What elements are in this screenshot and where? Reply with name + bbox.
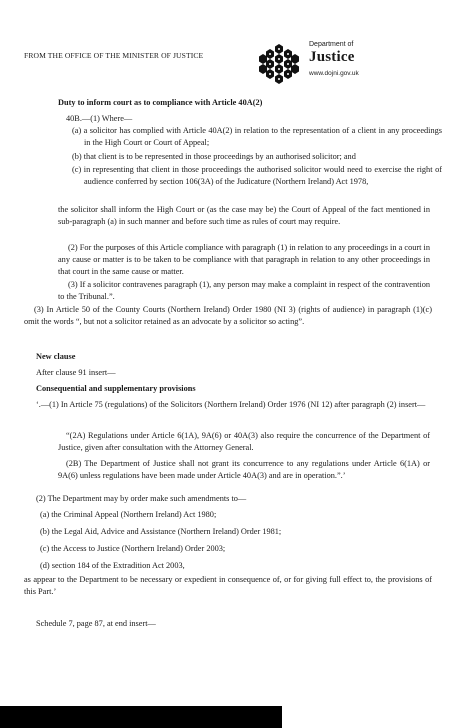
logo-website: www.dojni.gov.uk (309, 70, 359, 77)
paragraph-3-contravention: (3) If a solicitor contravenes paragraph (1), any person may make a complaint in respect of the contravention to the Tribunal.”. (58, 280, 430, 301)
inserted-paragraph-2a: “(2A) Regulations under Article 6(1A), 9A(6) or 40A(3) also require the concurrence of the Department of Justice, given after consultation with the Attorney General. (58, 431, 430, 452)
schedule-instruction: Schedule 7, page 87, at end insert— (36, 619, 156, 628)
logo-justice-label: Justice (309, 49, 355, 65)
paragraph-article-75: ‘.—(1) In Article 75 (regulations) of the Solicitors (Northern Ireland) Order 1976 (NI 12) after paragraph (2) insert— (36, 400, 426, 409)
sub-paragraph-c: (c) in representing that client in those proceedings the authorised solicitor would need to exercise the right of audience conferred by section 106(3A) of the Judicature (Northern Ireland) Act 1978, (72, 165, 442, 186)
office-header: FROM THE OFFICE OF THE MINISTER OF JUSTICE (24, 51, 204, 60)
sub-paragraph-a: (a) a solicitor has complied with Article 40A(2) in relation to the representation of a client in any proceedings in the High Court or Court of Appeal; (72, 126, 442, 147)
paragraph-county-courts: (3) In Article 50 of the County Courts (Northern Ireland) Order 1980 (NI 3) (rights of audience) in paragraph (1)(c) omit the words “, but not a solicitor retained as an advocate by a solicitor so acting”. (24, 305, 432, 326)
section-heading-duty: Duty to inform court as to compliance with Article 40A(2) (58, 98, 263, 107)
after-clause-instruction: After clause 91 insert— (36, 368, 116, 377)
list-item: (a) the Criminal Appeal (Northern Ireland) Act 1980; (40, 510, 217, 519)
inserted-paragraph-2b: (2B) The Department of Justice shall not grant its concurrence to any regulations under Article 6(1A) or 9A(6) unless regulations have been made under Article 40A(3) and are in operation.”.’ (58, 459, 430, 480)
list-item: (d) section 184 of the Extradition Act 2003, (40, 561, 185, 570)
logo-department-label: Department of (309, 41, 354, 48)
paragraph-2-department: (2) The Department may by order make such amendments to— (36, 494, 247, 503)
footer-bar (0, 706, 282, 728)
justice-logo-icon (258, 42, 300, 84)
paragraph-inform-court: the solicitor shall inform the High Court or (as the case may be) the Court of Appeal of the fact mentioned in sub-paragraph (a) in such manner and before such time as rules of court may require. (58, 205, 430, 226)
section-heading-consequential: Consequential and supplementary provisions (36, 384, 196, 393)
paragraph-as-appear: as appear to the Department to be necessary or expedient in consequence of, or for giving full effect to, the provisions of this Part.’ (24, 575, 432, 596)
new-clause-heading: New clause (36, 352, 76, 361)
sub-paragraph-b: (b) that client is to be represented in those proceedings by an authorised solicitor; and (72, 152, 356, 161)
list-item: (b) the Legal Aid, Advice and Assistance (Northern Ireland) Order 1981; (40, 527, 282, 536)
article-40b-intro: 40B.—(1) Where— (66, 114, 133, 123)
paragraph-2-compliance: (2) For the purposes of this Article compliance with paragraph (1) in relation to any proceedings in a court in any cause or matter is to be taken to be compliance with that paragraph in relation to any other proceedings in that court in the same cause or matter. (58, 243, 430, 276)
list-item: (c) the Access to Justice (Northern Ireland) Order 2003; (40, 544, 226, 553)
